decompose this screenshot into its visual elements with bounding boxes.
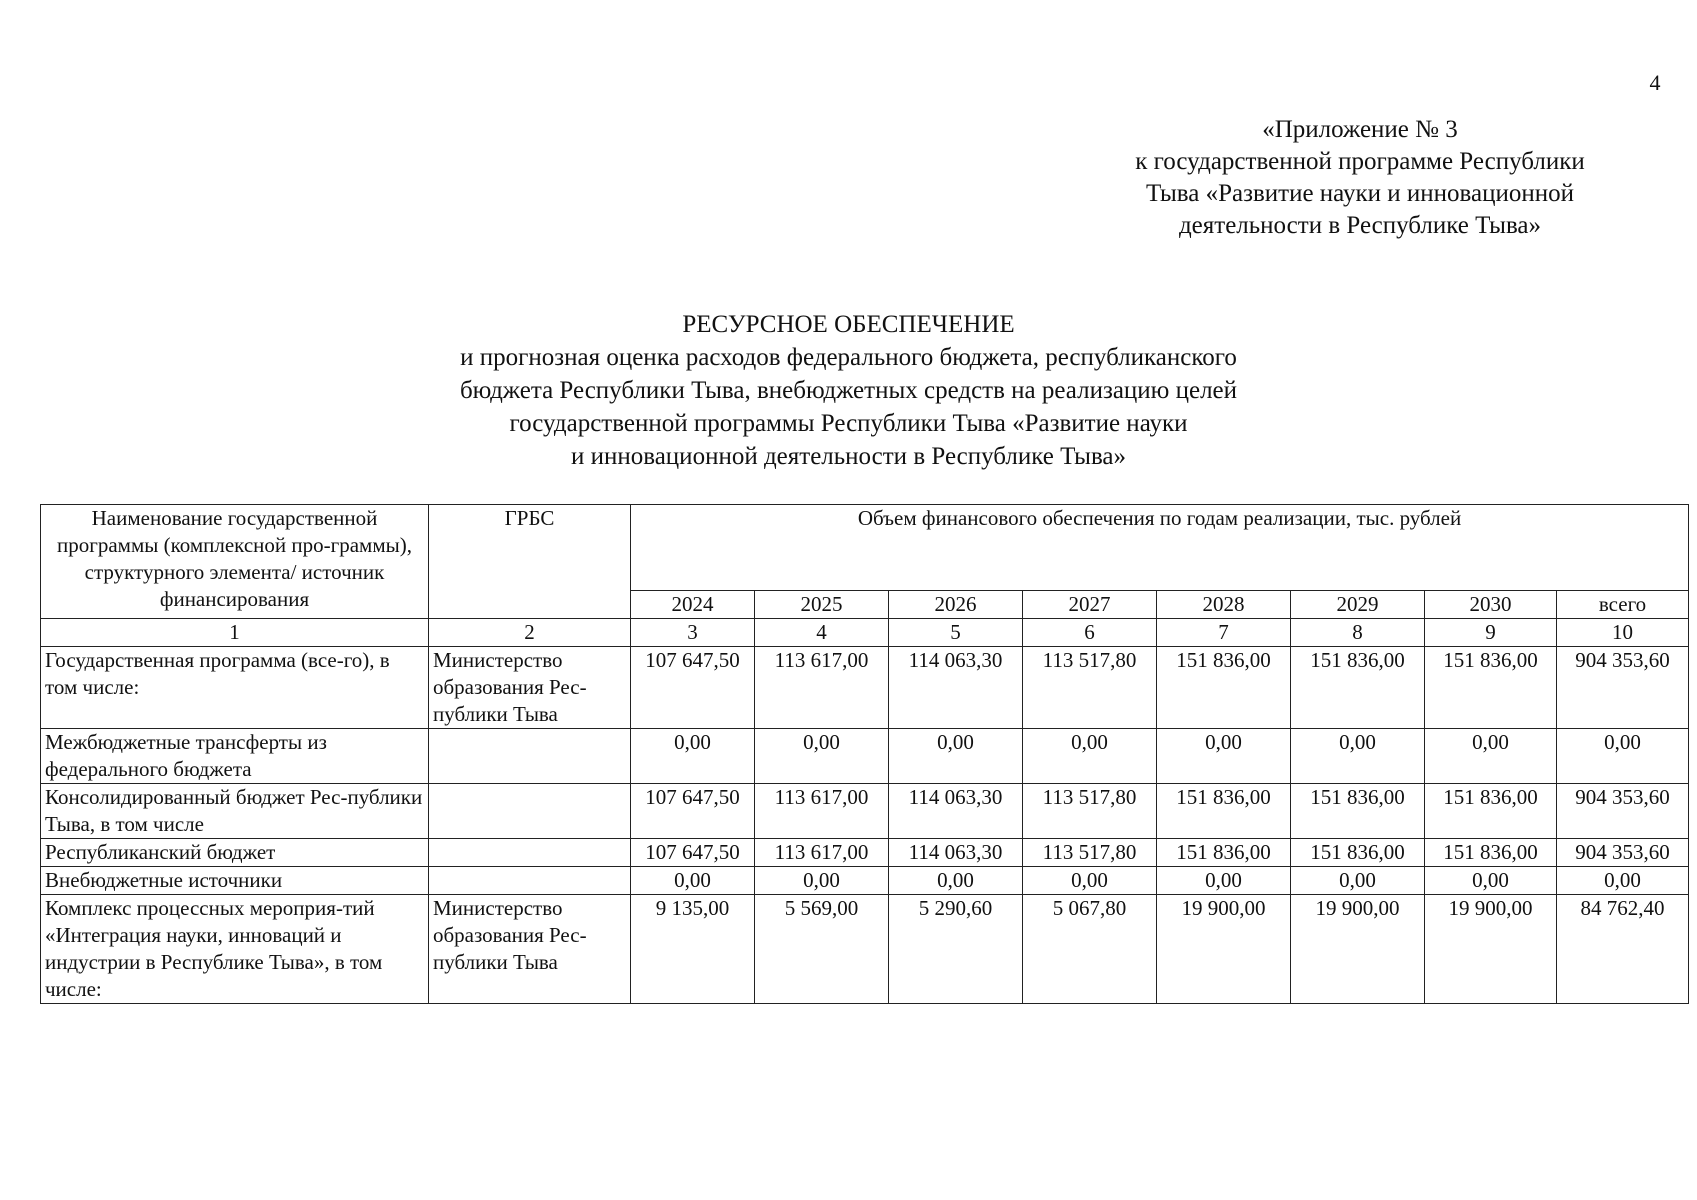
row-value: 0,00 [755,867,889,895]
row-grbs: Министерство образования Рес-публики Тыва [429,895,631,1004]
row-value: 151 836,00 [1157,647,1291,729]
table-row [41,895,1689,1004]
row-value: 107 647,50 [631,784,755,839]
table-row [41,729,1689,784]
page-number: 4 [1649,70,1661,95]
header-grbs-col: ГРБС [429,505,631,619]
row-value: 0,00 [1157,867,1291,895]
column-number: 4 [755,619,889,647]
header-row [41,505,1689,591]
appendix-line: к государственной программе Республики [1135,148,1585,175]
row-value: 19 900,00 [1425,895,1557,1004]
table-row [41,784,1689,839]
header-year: 2028 [1157,591,1291,619]
row-value: 151 836,00 [1425,784,1557,839]
column-number: 1 [41,619,429,647]
header-year: 2029 [1291,591,1425,619]
row-value: 0,00 [1291,729,1425,784]
column-number: 2 [429,619,631,647]
column-number: 3 [631,619,755,647]
row-value: 0,00 [1157,729,1291,784]
appendix-line: Тыва «Развитие науки и инновационной [1145,180,1575,207]
column-number: 6 [1023,619,1157,647]
row-value: 107 647,50 [631,647,755,729]
row-value: 0,00 [1291,867,1425,895]
column-number: 8 [1291,619,1425,647]
row-value: 151 836,00 [1425,647,1557,729]
title-line: и инновационной деятельности в Республике Тыва» [570,443,1127,470]
document-title [280,308,1417,473]
row-value: 0,00 [1425,867,1557,895]
title-line: бюджета Республики Тыва, внебюджетных средств на реализацию целей [459,377,1238,404]
row-value: 19 900,00 [1291,895,1425,1004]
row-value: 0,00 [889,729,1023,784]
appendix-line: деятельности в Республике Тыва» [1178,212,1542,239]
table-row [41,839,1689,867]
row-name: Республиканский бюджет [41,839,429,867]
row-total: 904 353,60 [1557,784,1689,839]
header-year: 2024 [631,591,755,619]
column-number: 9 [1425,619,1557,647]
row-total: 0,00 [1557,729,1689,784]
header-name-col: Наименование государственной программы (комплексной про-граммы), структурного элемента/ источник финансирования [41,505,429,619]
header-year: 2026 [889,591,1023,619]
row-value: 0,00 [755,729,889,784]
column-number-row [41,619,1689,647]
header-year: 2025 [755,591,889,619]
table-row [41,867,1689,895]
resource-table [40,504,1689,1004]
header-year: 2027 [1023,591,1157,619]
row-name: Комплекс процессных мероприя-тий «Интеграция науки, инноваций и индустрии в Республике Тыва», в том числе: [41,895,429,1004]
row-name: Межбюджетные трансферты из федерального бюджета [41,729,429,784]
row-value: 151 836,00 [1291,839,1425,867]
row-grbs [429,784,631,839]
appendix-reference [1100,114,1620,242]
row-value: 151 836,00 [1157,784,1291,839]
row-grbs: Министерство образования Рес-публики Тыва [429,647,631,729]
row-value: 107 647,50 [631,839,755,867]
row-grbs [429,729,631,784]
row-value: 151 836,00 [1157,839,1291,867]
row-value: 113 517,80 [1023,647,1157,729]
row-value: 0,00 [889,867,1023,895]
row-value: 113 617,00 [755,784,889,839]
row-grbs [429,839,631,867]
row-value: 114 063,30 [889,784,1023,839]
row-value: 5 290,60 [889,895,1023,1004]
row-value: 114 063,30 [889,647,1023,729]
header-volume-col: Объем финансового обеспечения по годам реализации, тыс. рублей [631,505,1689,591]
title-heading: РЕСУРСНОЕ ОБЕСПЕЧЕНИЕ [682,311,1015,338]
row-total: 84 762,40 [1557,895,1689,1004]
row-value: 9 135,00 [631,895,755,1004]
row-value: 0,00 [1023,867,1157,895]
row-total: 904 353,60 [1557,647,1689,729]
header-total: всего [1557,591,1689,619]
column-number: 5 [889,619,1023,647]
row-value: 151 836,00 [1291,784,1425,839]
row-value: 5 569,00 [755,895,889,1004]
row-value: 0,00 [1023,729,1157,784]
row-value: 19 900,00 [1157,895,1291,1004]
row-grbs [429,867,631,895]
row-value: 0,00 [1425,729,1557,784]
row-name: Государственная программа (все-го), в том числе: [41,647,429,729]
row-value: 151 836,00 [1291,647,1425,729]
row-total: 0,00 [1557,867,1689,895]
row-value: 5 067,80 [1023,895,1157,1004]
row-value: 113 517,80 [1023,784,1157,839]
appendix-line: «Приложение № 3 [1262,116,1458,143]
column-number: 10 [1557,619,1689,647]
row-total: 904 353,60 [1557,839,1689,867]
header-year: 2030 [1425,591,1557,619]
row-name: Консолидированный бюджет Рес-публики Тыва, в том числе [41,784,429,839]
title-line: и прогнозная оценка расходов федерального бюджета, республиканского [460,344,1237,371]
row-value: 113 517,80 [1023,839,1157,867]
row-name: Внебюджетные источники [41,867,429,895]
column-number: 7 [1157,619,1291,647]
row-value: 114 063,30 [889,839,1023,867]
row-value: 113 617,00 [755,647,889,729]
row-value: 0,00 [631,729,755,784]
row-value: 151 836,00 [1425,839,1557,867]
row-value: 113 617,00 [755,839,889,867]
table-row [41,647,1689,729]
title-line: государственной программы Республики Тыва «Развитие науки [509,410,1188,437]
row-value: 0,00 [631,867,755,895]
